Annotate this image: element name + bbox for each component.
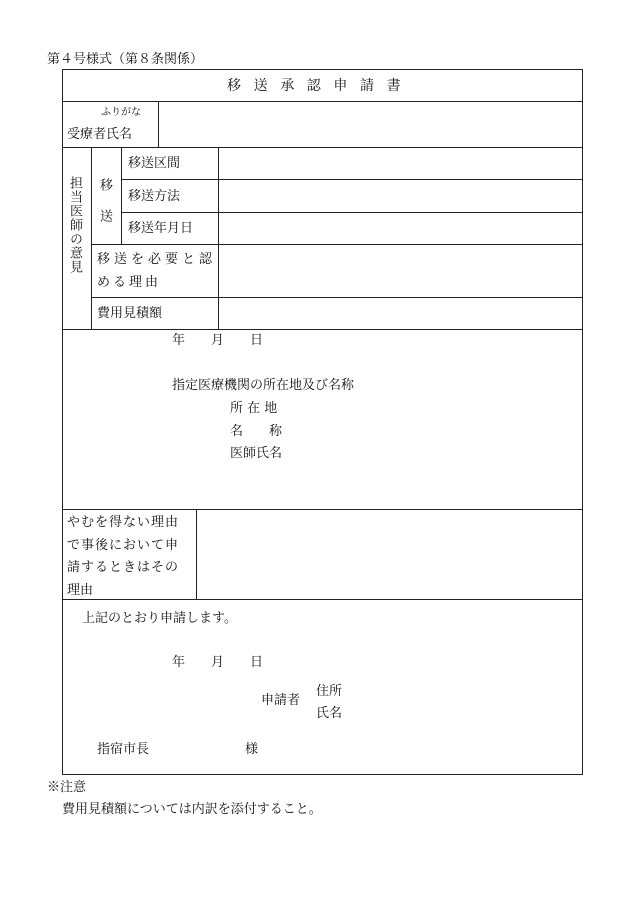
honorific: 様 [245,742,259,757]
doctor-name-label: 医師氏名 [230,446,283,461]
doctor-opinion-label: 担当医師の意見 [67,176,82,274]
date-row-1: 年 月 日 [172,333,264,348]
transfer-section-field[interactable] [219,148,582,178]
unavoidable-reason-field[interactable] [197,510,582,598]
transfer-date-field[interactable] [219,213,582,243]
unavoidable-line3: 請するときはその [67,560,180,575]
cost-estimate-label: 費用見積額 [97,306,163,321]
unavoidable-line4: 理由 [67,583,94,598]
application-text: 上記のとおり申請します。 [82,611,237,626]
reason-field[interactable] [219,245,582,296]
unavoidable-line1: やむを得ない理由 [67,515,180,530]
applicant-name-label: 氏名 [316,706,343,721]
mayor-label: 指宿市長 [97,742,150,757]
note-title: ※注意 [47,780,87,795]
applicant-label: 申請者 [261,693,301,708]
transfer-date-label: 移送年月日 [128,221,194,236]
divider [121,147,122,244]
transfer-method-label: 移送方法 [128,189,181,204]
form-title: 移送承認申請書 [227,78,414,94]
transfer-method-field[interactable] [219,180,582,211]
patient-name-label: 受療者氏名 [67,127,133,142]
furigana-label: ふりがな [101,107,141,118]
unavoidable-line2: で事後において申 [67,538,180,553]
transfer-label: 移送 [97,178,112,240]
name-label: 名 称 [230,424,283,439]
divider [91,147,92,329]
divider [62,599,583,600]
institution-label: 指定医療機関の所在地及び名称 [172,378,355,393]
applicant-address-label: 住所 [316,684,343,699]
patient-name-field[interactable] [159,102,582,146]
transfer-section-label: 移送区間 [128,156,181,171]
divider [62,329,583,330]
address-label: 所 在 地 [230,401,278,416]
cost-estimate-field[interactable] [219,298,582,328]
note-text: 費用見積額については内訳を添付すること。 [62,802,322,817]
form-number: 第４号様式（第８条関係） [47,52,204,67]
date-row-2: 年 月 日 [172,655,264,670]
reason-label-line1: 移送を必要と認 [97,252,217,267]
reason-label-line2: める理由 [97,275,162,290]
